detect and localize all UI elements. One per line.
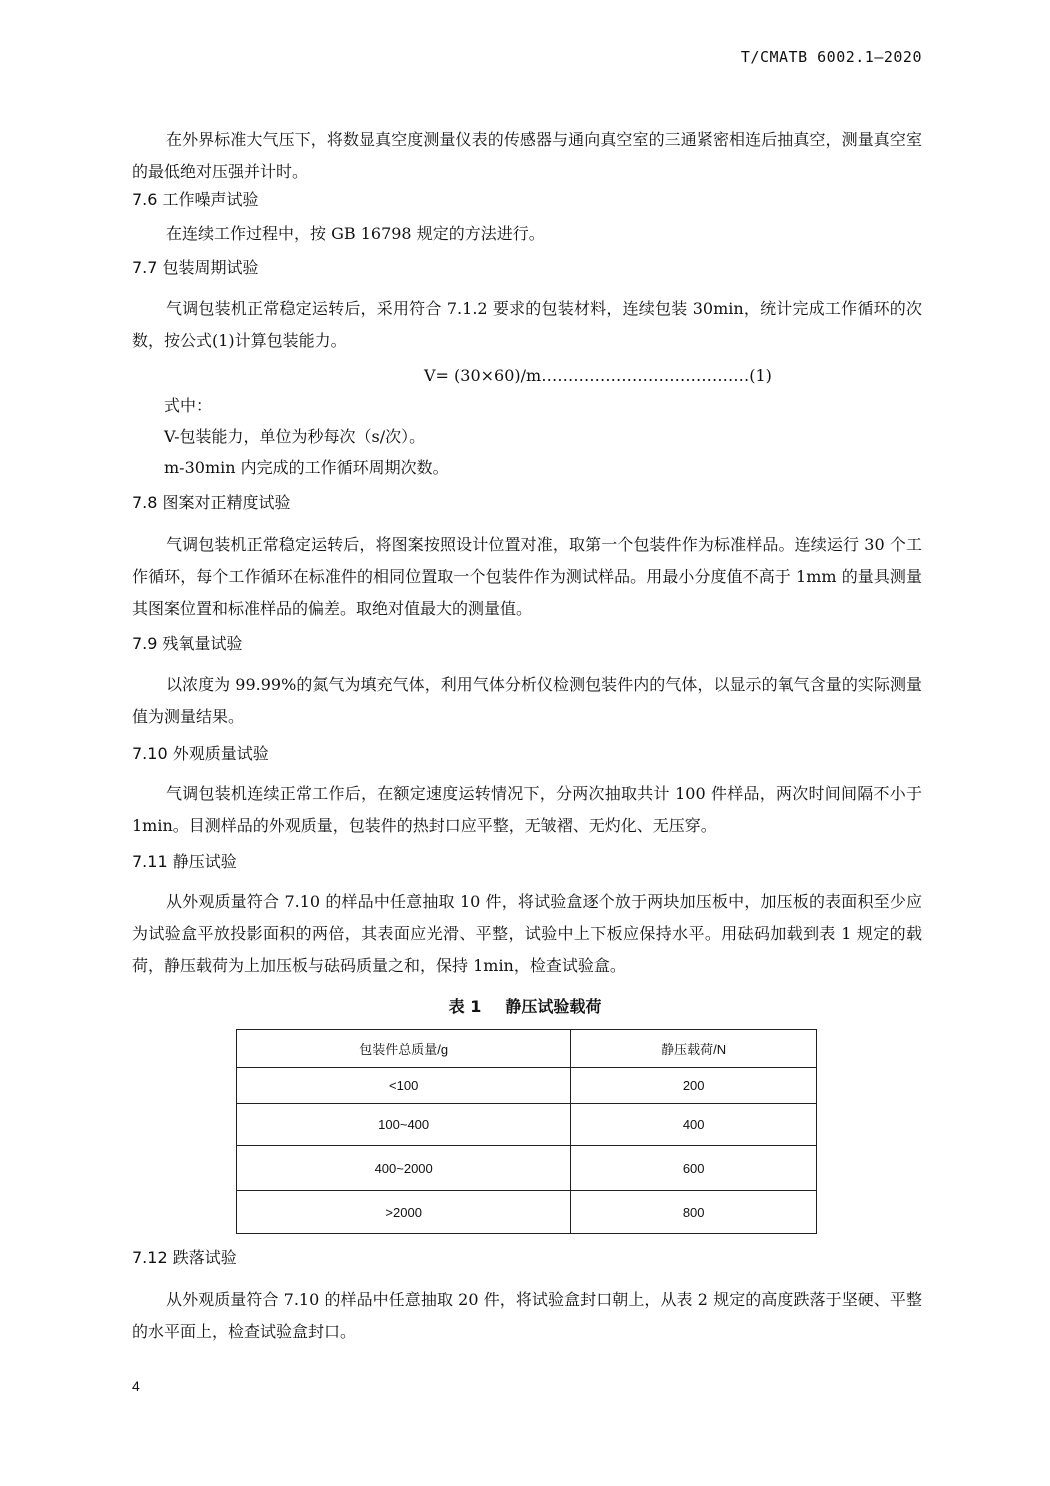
section-7-8-paragraph: 气调包装机正常稳定运转后，将图案按照设计位置对准，取第一个包装件作为标准样品。连续运行 30 个工作循环，每个工作循环在标准件的相同位置取一个包装件作为测试样品。用最小分度值不高于 1mm 的量具测量其图案位置和标准样品的偏差。取绝对值最大的测量值。 — [132, 535, 922, 618]
formula-1: V= (30×60)/m…………………………………(1) — [424, 366, 772, 385]
intro-paragraph: 在外界标准大气压下，将数显真空度测量仪表的传感器与通向真空室的三通紧密相连后抽真空，测量真空室的最低绝对压强并计时。 — [132, 130, 922, 181]
mass-cell: 100~400 — [237, 1104, 571, 1146]
load-cell: 800 — [571, 1191, 817, 1234]
load-cell: 600 — [571, 1146, 817, 1191]
static-pressure-load-table — [236, 1029, 817, 1234]
section-7-10-heading: 7.10 外观质量试验 — [132, 744, 269, 763]
section-7-10-paragraph: 气调包装机连续正常工作后，在额定速度运转情况下，分两次抽取共计 100 件样品，两次时间间隔不小于 1min。目测样品的外观质量，包装件的热封口应平整，无皱褶、无灼化、无压穿。 — [132, 784, 922, 835]
document-id-header: T/CMATB 6002.1—2020 — [740, 48, 922, 66]
section-7-9-heading: 7.9 残氧量试验 — [132, 634, 243, 653]
table-1-title: 静压试验载荷 — [505, 997, 602, 1016]
section-7-7-paragraph: 气调包装机正常稳定运转后，采用符合 7.1.2 要求的包装材料，连续包装 30min，统计完成工作循环的次数，按公式(1)计算包装能力。 — [132, 299, 922, 350]
table-row — [237, 1104, 817, 1146]
load-cell: 200 — [571, 1068, 817, 1104]
where-label: 式中： — [164, 396, 213, 415]
table-row — [237, 1146, 817, 1191]
section-7-11-paragraph: 从外观质量符合 7.10 的样品中任意抽取 10 件，将试验盒逐个放于两块加压板中，加压板的表面积至少应为试验盒平放投影面积的两倍，其表面应光滑、平整，试验中上下板应保持水平。用砝码加载到表 1 规定的载荷，静压载荷为上加压板与砝码质量之和，保持 1min，检查试验盒。 — [132, 892, 922, 975]
mass-cell: <100 — [237, 1068, 571, 1104]
section-7-12-heading: 7.12 跌落试验 — [132, 1248, 237, 1267]
mass-cell: >2000 — [237, 1191, 571, 1234]
section-7-6-heading: 7.6 工作噪声试验 — [132, 190, 259, 209]
section-7-8-heading: 7.8 图案对正精度试验 — [132, 493, 291, 512]
section-7-11-heading: 7.11 静压试验 — [132, 852, 237, 871]
table-header-row — [237, 1030, 817, 1068]
definition-m: m-30min 内完成的工作循环周期次数。 — [164, 458, 449, 477]
section-7-9-paragraph: 以浓度为 99.99%的氮气为填充气体，利用气体分析仪检测包装件内的气体，以显示的氧气含量的实际测量值为测量结果。 — [132, 675, 922, 726]
section-7-7-heading: 7.7 包装周期试验 — [132, 258, 259, 277]
table-row — [237, 1068, 817, 1104]
page-number: 4 — [132, 1378, 140, 1394]
load-cell: 400 — [571, 1104, 817, 1146]
table-1-number: 表 1 — [448, 997, 482, 1016]
section-7-12-paragraph: 从外观质量符合 7.10 的样品中任意抽取 20 件，将试验盒封口朝上，从表 2 规定的高度跌落于坚硬、平整的水平面上，检查试验盒封口。 — [132, 1290, 922, 1341]
definition-v: V-包装能力，单位为秒每次（s/次）。 — [164, 427, 426, 446]
mass-cell: 400~2000 — [237, 1146, 571, 1191]
table-row — [237, 1191, 817, 1234]
table-1-caption — [0, 994, 1050, 1017]
section-7-6-paragraph: 在连续工作过程中，按 GB 16798 规定的方法进行。 — [166, 224, 545, 243]
header-cell-load: 静压载荷/N — [571, 1030, 817, 1068]
header-cell-mass: 包装件总质量/g — [237, 1030, 571, 1068]
